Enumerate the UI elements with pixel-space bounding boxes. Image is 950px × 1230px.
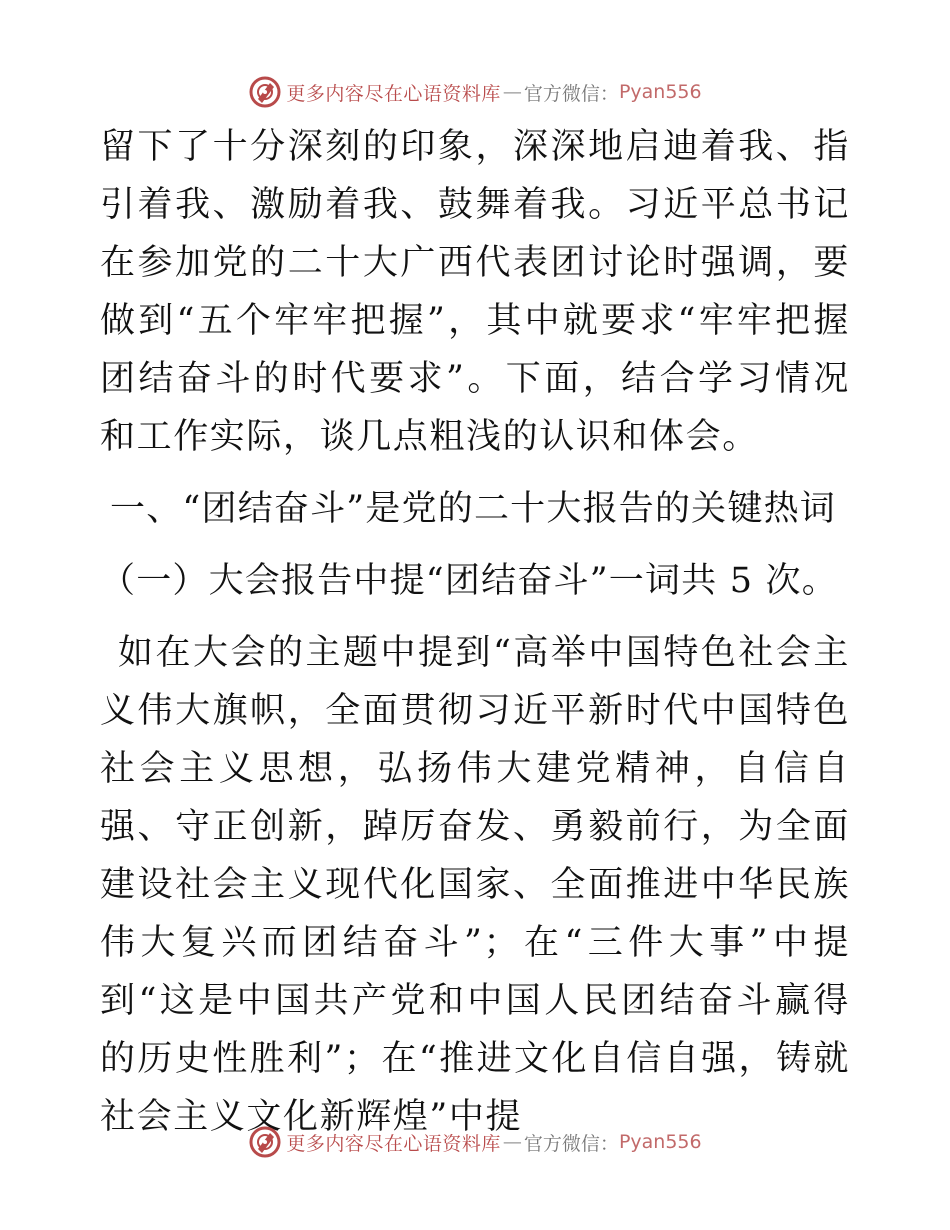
watermark-wechat-id: Pyan556 [618,1131,702,1153]
section-heading: 一、“团结奋斗”是党的二十大报告的关键热词 [110,489,836,529]
subsection-heading: （一）大会报告中提“团结奋斗”一词共 5 次。 [100,561,838,601]
footer-watermark [0,1122,950,1162]
document-body [100,118,850,1146]
watermark-text: 更多内容尽在心语资料库 [286,1132,501,1155]
watermark-wechat-id: Pyan556 [618,81,702,103]
watermark-wechat-label: 官方微信： [523,82,619,105]
watermark-text: 更多内容尽在心语资料库 [286,82,501,105]
pen-nib-logo-icon [248,75,282,109]
body-paragraph: 留下了十分深刻的印象，深深地启迪着我、指引着我、激励着我、鼓舞着我。习近平总书记在参加党的二十大广西代表团讨论时强调，要做到“五个牢牢把握”，其中就要求“牢牢把握团结奋斗的时代要求”。下面，结合学习情况和工作实际，谈几点粗浅的认识和体会。 [100,127,850,457]
pen-nib-logo-icon [248,1125,282,1159]
body-paragraph: 如在大会的主题中提到“高举中国特色社会主义伟大旗帜，全面贯彻习近平新时代中国特色社会主义思想，弘扬伟大建党精神，自信自强、守正创新，踔厉奋发、勇毅前行，为全面建设社会主义现代化国家、全面推进中华民族伟大复兴而团结奋斗”；在“三件大事”中提到“这是中国共产党和中国人民团结奋斗赢得的历史性胜利”；在“推进文化自信自强，铸就社会主义文化新辉煌”中提 [100,633,850,1137]
watermark-dash: — [502,81,522,103]
watermark-dash: — [502,1131,522,1153]
header-watermark [0,72,950,112]
watermark-wechat-label: 官方微信： [523,1132,619,1155]
